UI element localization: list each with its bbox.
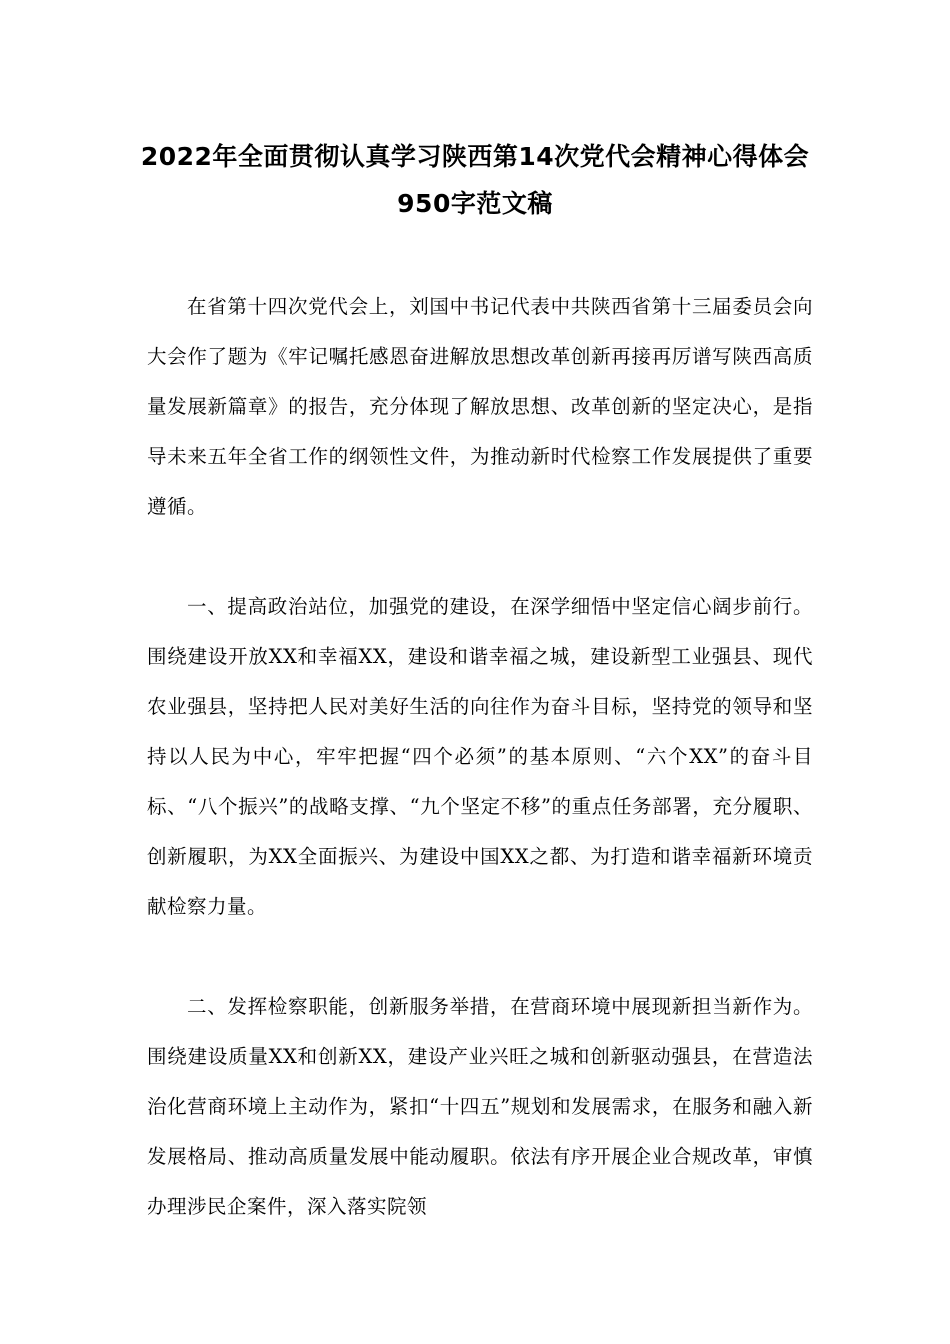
- document-title: 2022年全面贯彻认真学习陕西第14次党代会精神心得体会950字范文稿: [140, 142, 810, 218]
- paragraph-intro: 在省第十四次党代会上，刘国中书记代表中共陕西省第十三届委员会向大会作了题为《牢记嘱托感恩奋进解放思想改革创新再接再厉谱写陕西高质量发展新篇章》的报告，充分体现了解放思想、改革创新的坚定决心，是指导未来五年全省工作的纲领性文件，为推动新时代检察工作发展提供了重要遵循。: [147, 295, 813, 518]
- paragraph-section-one: 一、提高政治站位，加强党的建设，在深学细悟中坚定信心阔步前行。围绕建设开放XX和幸福XX，建设和谐幸福之城，建设新型工业强县、现代农业强县，坚持把人民对美好生活的向往作为奋斗目标，坚持党的领导和坚持以人民为中心，牢牢把握“四个必须”的基本原则、“六个XX”的奋斗目标、“八个振兴”的战略支撑、“九个坚定不移”的重点任务部署，充分履职、创新履职，为XX全面振兴、为建设中国XX之都、为打造和谐幸福新环境贡献检察力量。: [147, 595, 813, 918]
- paragraph-section-two: 二、发挥检察职能，创新服务举措，在营商环境中展现新担当新作为。围绕建设质量XX和创新XX，建设产业兴旺之城和创新驱动强县，在营造法治化营商环境上主动作为，紧扣“十四五”规划和发展需求，在服务和融入新发展格局、推动高质量发展中能动履职。依法有序开展企业合规改革，审慎办理涉民企案件，深入落实院领: [147, 995, 813, 1218]
